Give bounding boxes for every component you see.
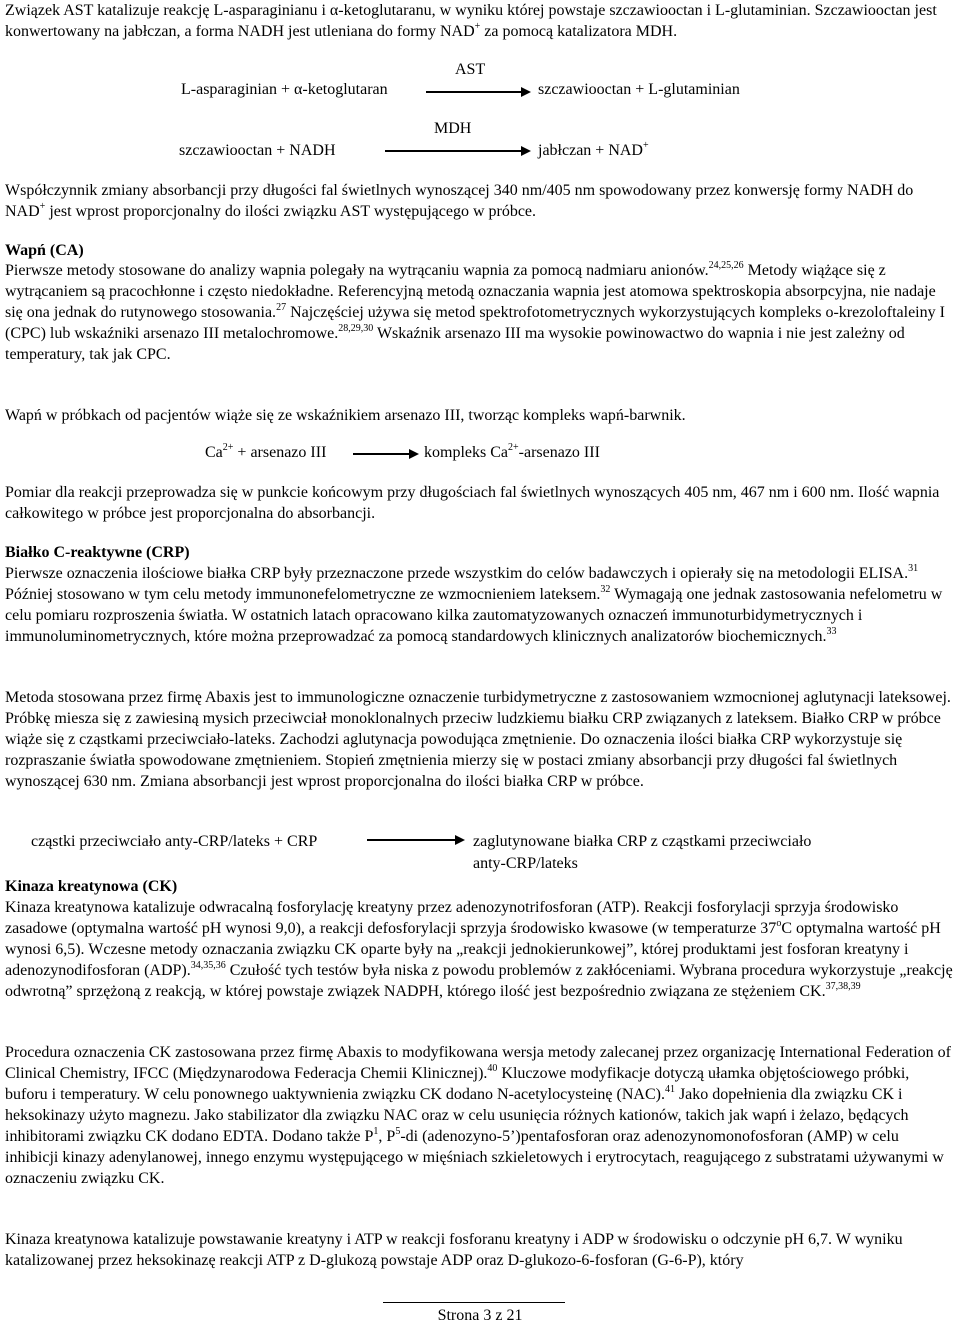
reaction-mdh-enzyme: MDH	[434, 120, 472, 137]
footer-rule	[383, 1302, 565, 1303]
crp-paragraph-2: Metoda stosowana przez firmę Abaxis jest to immunologiczne oznaczenie turbidymetryczne z zastosowaniem wzmocnionej aglutynacji lateksowej. Próbkę miesza się z zawiesiną mysich przeciwciał monoklonalnych przeciw ludzkiemu białku CRP związanych z lateksem. Białko CRP w próbce wiąże się z cząstkami przeciwciało-lateks. Zachodzi aglutynacja powodująca zmętnienie. Do oznaczenia ilości białka CRP wykorzystuje się rozpraszanie światła spowodowane zmętnieniem. Stopień zmętnienia mierzy się w postaci zmiany absorbancji przy długości fal świetlnych wynoszącej 630 nm. Zmiana absorbancji jest wprost proporcjonalna do ilości białka CRP w próbce.	[5, 689, 951, 790]
ck-paragraph-1: Kinaza kreatynowa katalizuje odwracalną fosforylację kreatyny przez adenozynotrifosforan (ATP). Reakcji fosforylacji sprzyja środowisko zasadowe (optymalna wartość pH wynosi 9,0), a reakcji defosforylacji sprzyja środowisko kwasowe (w temperaturze 37$^o$C optymalna wartość pH wynosi 6,5). Wczesne metody oznaczania związku CK oparte były na „reakcji jednokierunkowej”, której produktami jest fosforan kreatyny i adenozynodifosforan (ADP).$^{34,35,36}$ Czułość tych testów była niska z powodu problemów z zakłóceniami. Wybrana procedura wykorzystuje „reakcję odwrotną” sprzężoną z reakcją, w której powstaje związek NADPH, którego ilość jest bezpośrednio związana ze stężeniem CK.$^{37,38,39}$	[5, 899, 953, 1000]
reaction-crp-right-line-1: zaglutynowane białka CRP z cząstkami przeciwciało	[473, 833, 812, 850]
reaction-calcium-arrow	[353, 453, 417, 455]
reaction-ast-enzyme: AST	[455, 61, 486, 78]
reaction-calcium-left: $Ca^{2+}$ + arsenazo III	[205, 441, 327, 461]
section-heading-ck: Kinaza kreatynowa (CK)	[5, 878, 178, 895]
section-heading-calcium: Wapń (CA)	[5, 242, 84, 259]
ast-note-paragraph: Współczynnik zmiany absorbancji przy długości fal świetlnych wynoszącej 340 nm/405 nm spowodowany przez konwersję formy NADH do NAD+ jest wprost proporcjonalny do ilości związku AST występującego w próbce.	[5, 182, 914, 220]
reaction-mdh-left: szczawiooctan + NADH	[179, 142, 336, 159]
page-number: Strona 3 z 21	[437, 1307, 523, 1324]
intro-paragraph: Związek AST katalizuje reakcję L-asparaginianu i α-ketoglutaranu, w wyniku której powstaje szczawiooctan i L-glutaminian. Szczawiooctan jest konwertowany na jabłczan, a forma NADH jest utleniana do formy NAD+ za pomocą katalizatora MDH.	[5, 2, 937, 40]
ck-paragraph-2: Procedura oznaczenia CK zastosowana przez firmę Abaxis to modyfikowana wersja metody zalecanej przez organizację International Federation of Clinical Chemistry, IFCC (Międzynarodowa Federacja Chemii Klinicznej).$^{40}$ Kluczowe modyfikacje dotyczą ułamka objętościowego próbki, buforu i temperatury. W celu ponownego uaktywnienia związku CK dodano N-acetylocysteinę (NAC).$^{41}$ Jako dopełnienia dla związku CK i heksokinazy użyto magnezu. Jako stabilizator dla związku NAC oraz w celu usunięcia różnych kationów, takich jak wapń i żelazo, będących inhibitorami związku CK dodano EDTA. Dodano także $P^1$, $P^5-di$ (adenozyno-5’)pentafosforan oraz adenozynomonofosforan (AMP) w celu inhibicji kinazy adenylanowej, innego enzymu występującego w mięśniach szkieletowych i erytrocytach, reagującego z substratami używanymi w oznaczeniu związku CK.	[5, 1044, 951, 1187]
reaction-ast-right: szczawiooctan + L-glutaminian	[538, 81, 740, 98]
ck-paragraph-3: Kinaza kreatynowa katalizuje powstawanie kreatyny i ATP w reakcji fosforanu kreatyny i ADP w środowisku o odczynie pH 6,7. W wyniku katalizowanej przez heksokinazę reakcji ATP z D-glukozą powstaje ADP oraz D-glukozo-6-fosforan (G-6-P), który	[5, 1231, 903, 1269]
section-heading-crp: Białko C-reaktywne (CRP)	[5, 544, 190, 561]
reaction-ast-left: L-asparaginian + α-ketoglutaran	[181, 81, 388, 98]
reaction-crp-left: cząstki przeciwciało anty-CRP/lateks + CRP	[31, 833, 318, 850]
reaction-calcium-right: kompleks $Ca^{2+}$-arsenazo III	[424, 441, 600, 461]
calcium-paragraph-1: Pierwsze metody stosowane do analizy wapnia polegały na wytrącaniu wapnia za pomocą nadmiaru anionów.$^{24,25,26}$ Metody wiążące się z wytrącaniem są pracochłonne i często niedokładne. Referencyjną metodą oznaczania wapnia jest atomowa spektroskopia absorpcyjna, nie nadaje się ona jednak do rutynowego stosowania.$^{27}$ Najczęściej używa się metod spektrofotometrycznych wykorzystujących kompleks o-krezoloftaleiny I (CPC) lub wskaźniki arsenazo III metalochromowe.$^{28,29,30}$ Wskaźnik arsenazo III ma wysokie powinowactwo do wapnia i nie jest zależny od temperatury, tak jak CPC.	[5, 259, 945, 363]
calcium-paragraph-3: Pomiar dla reakcji przeprowadza się w punkcie końcowym przy długościach fal świetlnych wynoszących 405 nm, 467 nm i 600 nm. Ilość wapnia całkowitego w próbce jest proporcjonalna do absorbancji.	[5, 484, 940, 522]
reaction-mdh-right: jabłczan + NAD+	[538, 139, 649, 159]
crp-paragraph-1: Pierwsze oznaczenia ilościowe białka CRP były przeznaczone przede wszystkim do celów badawczych i opierały się na metodologii ELISA.$^{31}$ Później stosowano w tym celu metody immunonefelometryczne ze wzmocnieniem lateksem.$^{32}$ Wymagają one jednak zastosowania nefelometru w celu pomiaru rozproszenia światła. W ostatnich latach opracowano kilka zautomatyzowanych oznaczeń immunoturbidymetrycznych i immunoluminometrycznych, które można przeprowadzać za pomocą standardowych klinicznych analizatorów biochemicznych.$^{33}$	[5, 562, 943, 645]
reaction-crp-arrow	[367, 839, 463, 841]
reaction-mdh-arrow	[385, 150, 529, 152]
reaction-crp-right-line-2: anty-CRP/lateks	[473, 855, 578, 872]
reaction-ast-arrow	[426, 91, 529, 93]
calcium-paragraph-2: Wapń w próbkach od pacjentów wiąże się ze wskaźnikiem arsenazo III, tworząc kompleks wapń-barwnik.	[5, 407, 686, 424]
